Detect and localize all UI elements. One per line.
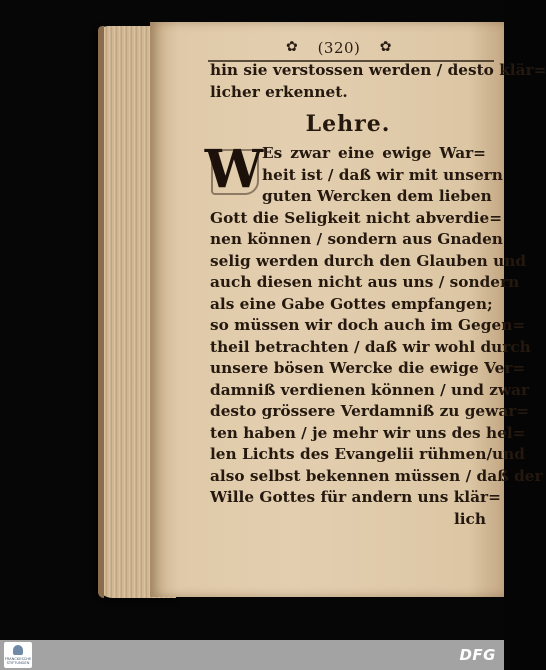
text-line: unsere bösen Wercke die ewige Ver=: [210, 359, 526, 377]
decorated-initial: W: [204, 139, 264, 200]
institution-logo-text: FRANCKESCHE STIFTUNGEN: [4, 657, 32, 666]
text-line: Wille Gottes für andern uns klär=: [210, 488, 501, 506]
book-page: [150, 22, 546, 597]
text-line: desto grössere Verdamniß zu gewar=: [210, 402, 530, 420]
page-number: [286, 39, 392, 57]
text-line: ten haben / je mehr wir uns des hel=: [210, 423, 526, 442]
page-number-text: (320): [317, 39, 361, 57]
ornament-left-icon: ✿: [286, 39, 299, 55]
text-line: theil betrachten / daß wir wohl durch: [210, 337, 531, 356]
page-text: [204, 60, 546, 530]
carryover-line: hin sie verstossen werden / desto klär=: [210, 61, 546, 79]
text-line: nen können / sondern aus Gnaden: [210, 230, 503, 248]
text-line: Es zwar eine ewige War=: [262, 144, 486, 162]
text-line: len Lichts des Evangelii rühmen/und: [210, 445, 525, 463]
ornament-right-icon: ✿: [379, 39, 392, 55]
viewer-footer-bar: [0, 640, 504, 670]
text-line: also selbst bekennen müssen / daß der: [210, 466, 543, 485]
text-line: selig werden durch den Glauben und: [210, 251, 527, 270]
text-line: so müssen wir doch auch im Gegen=: [210, 316, 526, 334]
institution-logo[interactable]: [4, 642, 32, 668]
body-paragraph: [204, 139, 543, 530]
text-line-last: lich: [453, 509, 486, 528]
text-line: heit ist / daß wir mit unsern: [262, 165, 503, 184]
text-line: als eine Gabe Gottes empfangen;: [210, 294, 493, 313]
dfg-logo[interactable]: DFG: [459, 646, 496, 664]
text-line: Gott die Seligkeit nicht abverdie=: [210, 208, 503, 227]
carryover-line: licher erkennet.: [210, 82, 348, 101]
text-line: damniß verdienen können / und zwar: [210, 380, 530, 399]
text-line: auch diesen nicht aus uns / sondern: [210, 273, 520, 291]
section-heading: Lehre.: [305, 111, 391, 137]
text-line: guten Wercken dem lieben: [262, 187, 492, 205]
institution-emblem-icon: [13, 645, 23, 655]
